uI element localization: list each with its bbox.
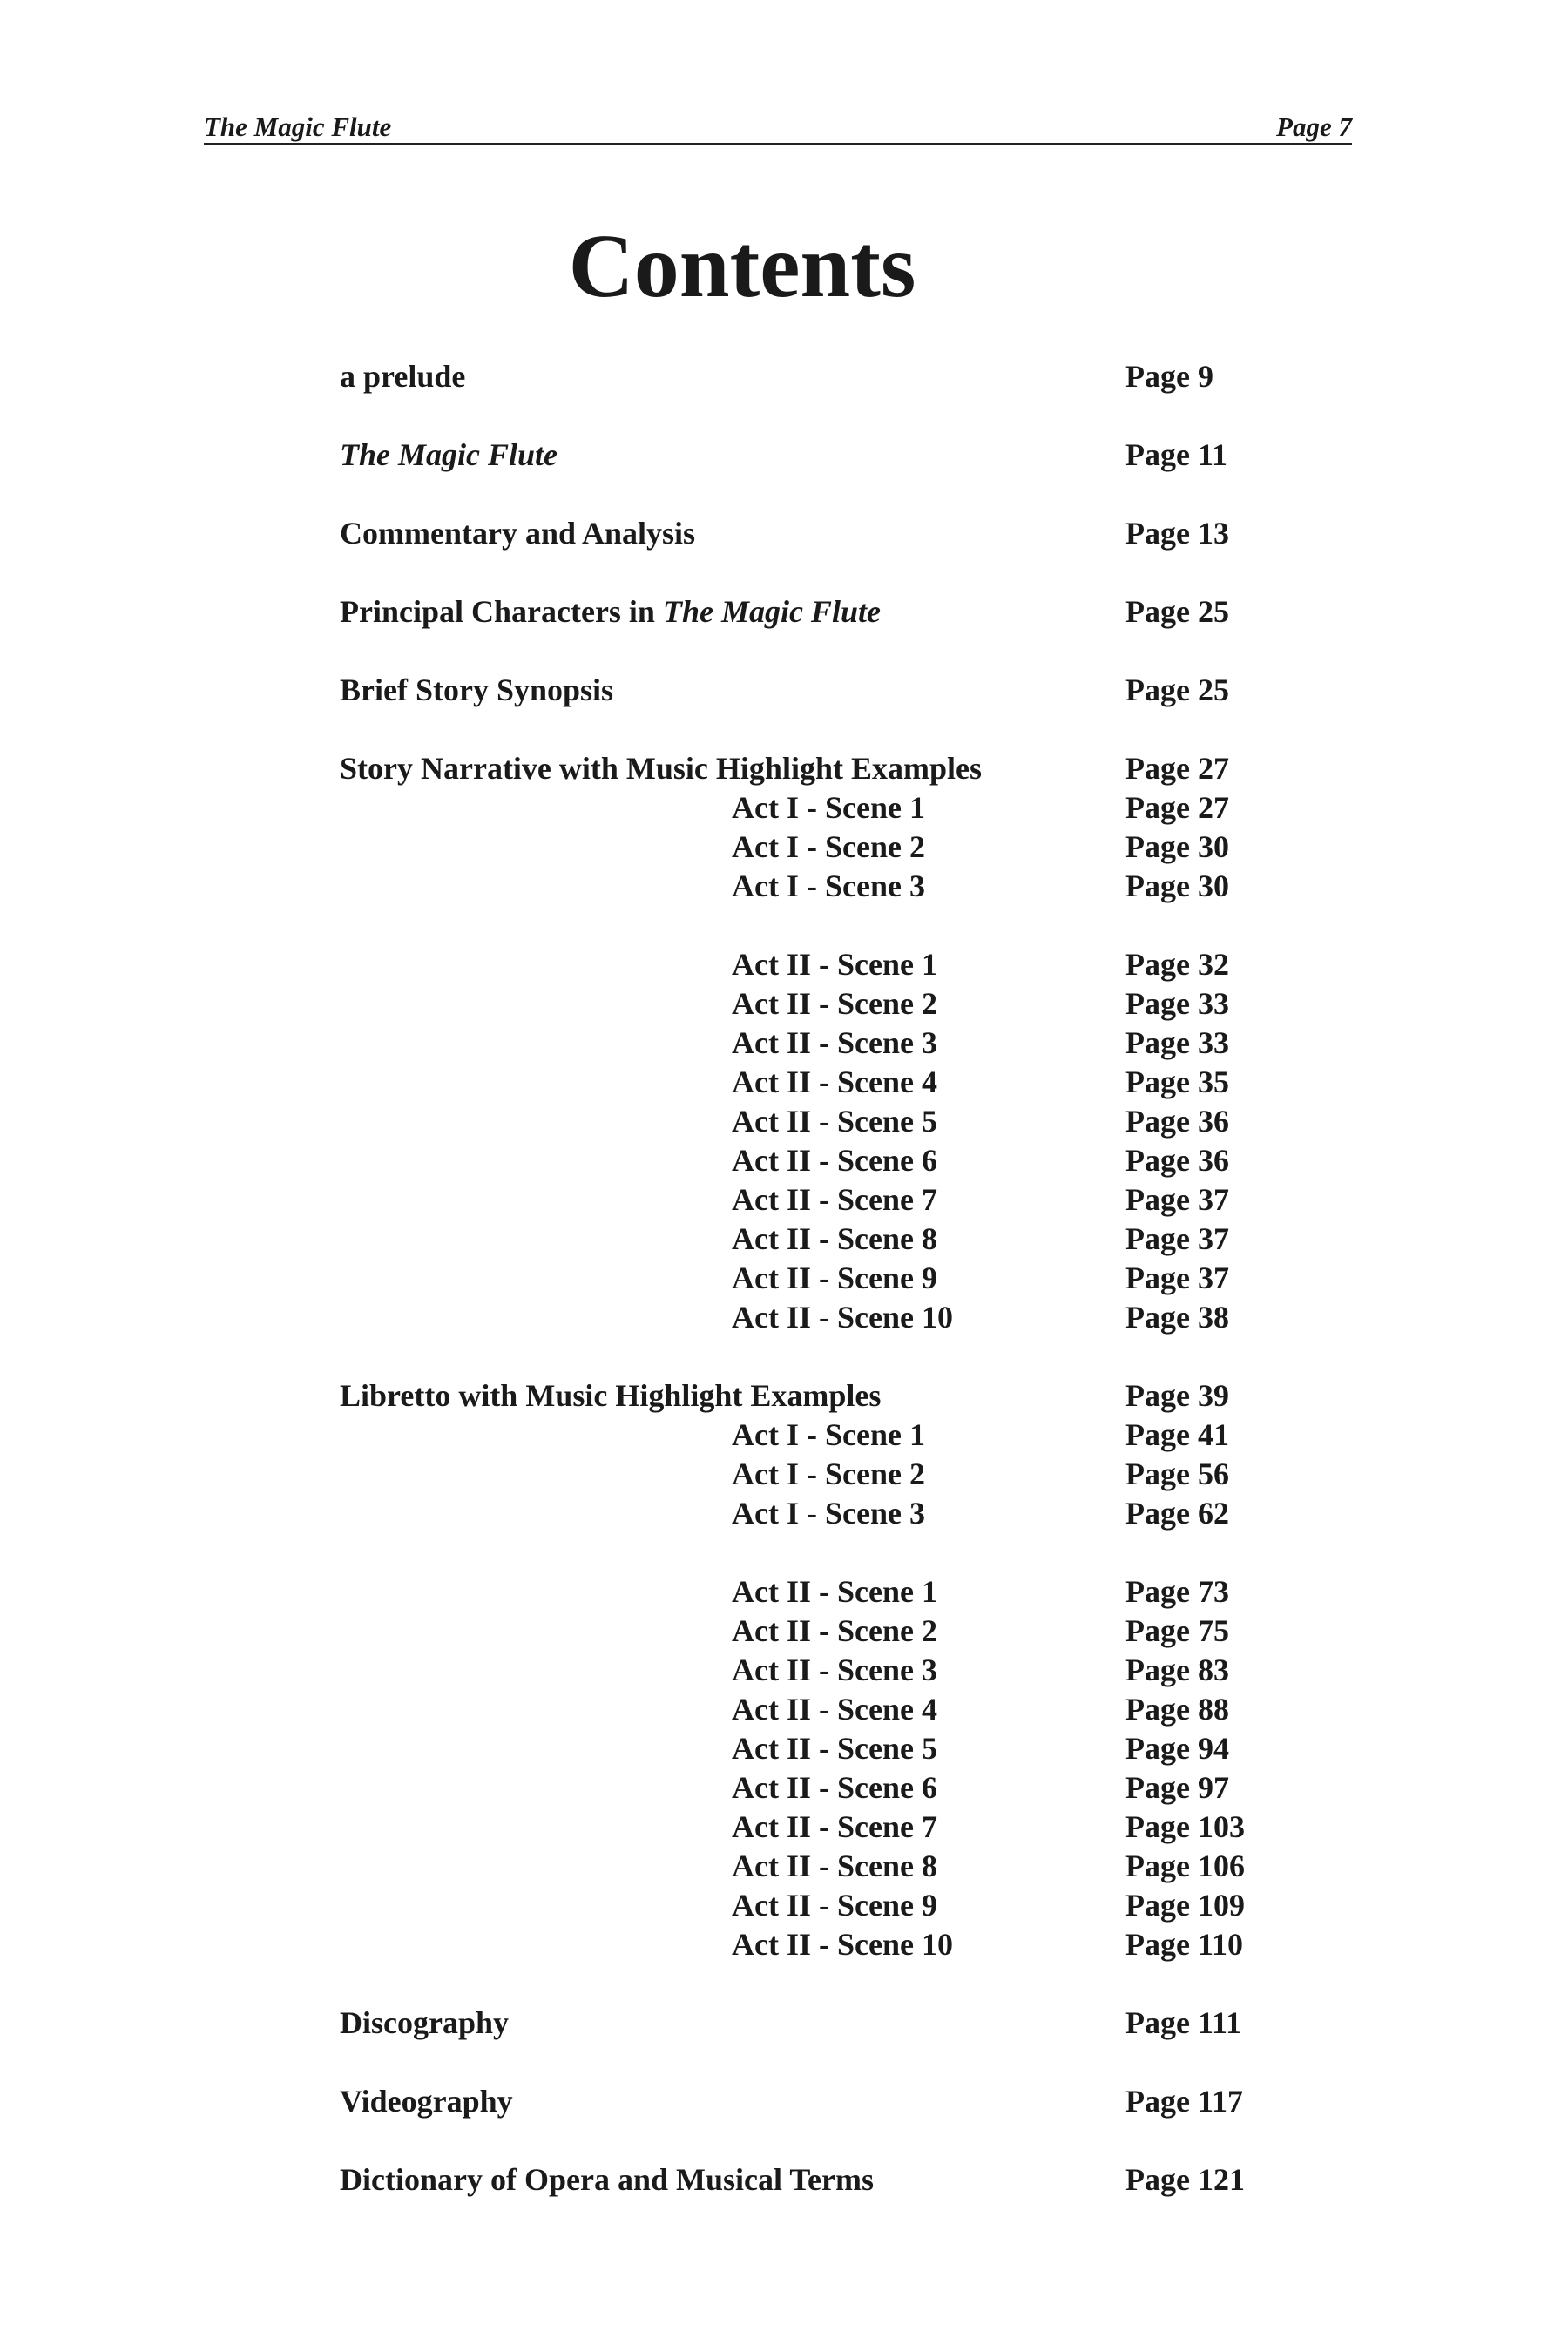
toc-scene-label: Act II - Scene 8 — [732, 1848, 937, 1883]
toc-scene-page: Page 32 — [1125, 947, 1229, 982]
toc-scene-entry[interactable] — [340, 1612, 1281, 1651]
toc-entry-page: Page 117 — [1125, 2084, 1243, 2119]
toc-entry-story-narrative[interactable] — [340, 749, 1281, 788]
toc-scene-page: Page 83 — [1125, 1652, 1229, 1687]
toc-scene-label: Act II - Scene 10 — [732, 1300, 953, 1335]
toc-entry-label — [340, 592, 881, 632]
toc-entry-prelude[interactable] — [340, 357, 1281, 396]
toc-scene-page: Page 37 — [1125, 1182, 1229, 1217]
toc-scene-page: Page 110 — [1125, 1927, 1243, 1962]
narrative-act1-scenes — [340, 788, 1281, 906]
toc-scene-entry[interactable] — [340, 1847, 1281, 1886]
toc-scene-entry[interactable] — [340, 1298, 1281, 1337]
toc-scene-page: Page 106 — [1125, 1848, 1245, 1883]
toc-entry-discography[interactable] — [340, 2004, 1281, 2043]
toc-scene-label: Act II - Scene 2 — [732, 986, 937, 1021]
toc-entry-label: Discography — [340, 2005, 510, 2040]
toc-scene-entry[interactable] — [340, 945, 1281, 984]
toc-scene-page: Page 73 — [1125, 1574, 1229, 1609]
toc-scene-entry[interactable] — [340, 1768, 1281, 1808]
toc-scene-label: Act II - Scene 4 — [732, 1692, 937, 1727]
toc-scene-page: Page 30 — [1125, 829, 1229, 864]
toc-entry-page: Page 121 — [1125, 2162, 1245, 2197]
toc-entry-principal-characters[interactable] — [340, 592, 1281, 632]
toc-scene-label: Act I - Scene 1 — [732, 1417, 925, 1452]
narrative-act2-scenes — [340, 945, 1281, 1337]
toc-scene-label: Act II - Scene 4 — [732, 1064, 937, 1099]
toc-entry-libretto[interactable] — [340, 1376, 1281, 1416]
toc-scene-label: Act II - Scene 9 — [732, 1260, 937, 1295]
header-page-number: Page 7 — [1276, 112, 1352, 142]
toc-scene-page: Page 33 — [1125, 1025, 1229, 1060]
toc-scene-entry[interactable] — [340, 867, 1281, 906]
toc-scene-page: Page 56 — [1125, 1456, 1229, 1491]
toc-entry-commentary[interactable] — [340, 514, 1281, 553]
toc-scene-label: Act II - Scene 5 — [732, 1731, 937, 1766]
toc-scene-page: Page 94 — [1125, 1731, 1229, 1766]
libretto-act2-scenes — [340, 1572, 1281, 1964]
toc-scene-entry[interactable] — [340, 1572, 1281, 1612]
toc-scene-entry[interactable] — [340, 1180, 1281, 1220]
toc-scene-entry[interactable] — [340, 1651, 1281, 1690]
toc-scene-entry[interactable] — [340, 1925, 1281, 1964]
toc-entry-page: Page 9 — [1125, 359, 1213, 394]
toc-entry-page: Page 39 — [1125, 1378, 1229, 1413]
toc-scene-label: Act I - Scene 2 — [732, 1456, 925, 1491]
toc-scene-label: Act II - Scene 5 — [732, 1104, 937, 1139]
toc-entry-label: Videography — [340, 2084, 513, 2119]
toc-entry-label: Brief Story Synopsis — [340, 672, 614, 707]
toc-scene-label: Act I - Scene 3 — [732, 868, 925, 903]
toc-entry-page: Page 13 — [1125, 516, 1229, 551]
toc-scene-entry[interactable] — [340, 828, 1281, 867]
toc-scene-page: Page 109 — [1125, 1888, 1245, 1923]
toc-scene-entry[interactable] — [340, 1220, 1281, 1259]
toc-scene-entry[interactable] — [340, 1886, 1281, 1925]
toc-scene-page: Page 33 — [1125, 986, 1229, 1021]
toc-scene-entry[interactable] — [340, 1729, 1281, 1768]
libretto-act1-scenes — [340, 1416, 1281, 1533]
toc-entry-page: Page 27 — [1125, 751, 1229, 786]
toc-scene-page: Page 36 — [1125, 1143, 1229, 1178]
toc-scene-label: Act II - Scene 7 — [732, 1182, 937, 1217]
toc-scene-label: Act I - Scene 3 — [732, 1496, 925, 1531]
toc-scene-page: Page 62 — [1125, 1496, 1229, 1531]
toc-scene-page: Page 37 — [1125, 1221, 1229, 1256]
toc-scene-entry[interactable] — [340, 788, 1281, 828]
toc-scene-page: Page 75 — [1125, 1613, 1229, 1648]
toc-scene-entry[interactable] — [340, 1690, 1281, 1729]
toc-scene-label: Act II - Scene 2 — [732, 1613, 937, 1648]
toc-scene-page: Page 88 — [1125, 1692, 1229, 1727]
toc-entry-page: Page 11 — [1125, 437, 1227, 472]
toc-scene-label: Act II - Scene 3 — [732, 1025, 937, 1060]
toc-scene-page: Page 30 — [1125, 868, 1229, 903]
toc-entry-label: Libretto with Music Highlight Examples — [340, 1378, 882, 1413]
toc-scene-label: Act II - Scene 6 — [732, 1770, 937, 1805]
toc-scene-page: Page 27 — [1125, 790, 1229, 825]
toc-scene-entry[interactable] — [340, 1494, 1281, 1533]
toc-scene-label: Act II - Scene 10 — [732, 1927, 953, 1962]
header-book-title: The Magic Flute — [204, 112, 392, 142]
toc-scene-label: Act II - Scene 9 — [732, 1888, 937, 1923]
toc-entry-page: Page 111 — [1125, 2005, 1241, 2040]
toc-scene-label: Act I - Scene 1 — [732, 790, 925, 825]
toc-entry-label: Commentary and Analysis — [340, 516, 696, 551]
toc-entry-label: Story Narrative with Music Highlight Examples — [340, 751, 982, 786]
toc-scene-label: Act II - Scene 1 — [732, 1574, 937, 1609]
toc-entry-label: Dictionary of Opera and Musical Terms — [340, 2162, 874, 2197]
toc-scene-entry[interactable] — [340, 1416, 1281, 1455]
toc-scene-entry[interactable] — [340, 1808, 1281, 1847]
toc-scene-label: Act II - Scene 6 — [732, 1143, 937, 1178]
toc-scene-label: Act II - Scene 1 — [732, 947, 937, 982]
toc-scene-page: Page 35 — [1125, 1064, 1229, 1099]
toc-entry-label: a prelude — [340, 359, 466, 394]
table-of-contents — [340, 357, 1281, 2200]
toc-scene-page: Page 37 — [1125, 1260, 1229, 1295]
toc-entry-synopsis[interactable] — [340, 671, 1281, 710]
toc-scene-page: Page 38 — [1125, 1300, 1229, 1335]
toc-scene-page: Page 97 — [1125, 1770, 1229, 1805]
toc-entry-magic-flute[interactable] — [340, 436, 1281, 475]
toc-entry-dictionary[interactable] — [340, 2160, 1281, 2200]
toc-scene-label: Act II - Scene 8 — [732, 1221, 937, 1256]
toc-scene-entry[interactable] — [340, 1141, 1281, 1180]
toc-entry-label-prefix: Principal Characters in — [340, 594, 663, 629]
toc-scene-label: Act II - Scene 3 — [732, 1652, 937, 1687]
toc-scene-entry[interactable] — [340, 1102, 1281, 1141]
toc-scene-entry[interactable] — [340, 1455, 1281, 1494]
toc-entry-page: Page 25 — [1125, 672, 1229, 707]
toc-scene-entry[interactable] — [340, 1259, 1281, 1298]
page-title: Contents — [568, 216, 916, 316]
toc-scene-label: Act II - Scene 7 — [732, 1809, 937, 1844]
toc-scene-entry[interactable] — [340, 1024, 1281, 1063]
toc-scene-page: Page 103 — [1125, 1809, 1245, 1844]
toc-entry-videography[interactable] — [340, 2082, 1281, 2121]
toc-scene-entry[interactable] — [340, 984, 1281, 1024]
toc-scene-label: Act I - Scene 2 — [732, 829, 925, 864]
toc-entry-page: Page 25 — [1125, 594, 1229, 629]
toc-entry-label: The Magic Flute — [340, 437, 558, 472]
toc-scene-entry[interactable] — [340, 1063, 1281, 1102]
toc-entry-label-italic: The Magic Flute — [662, 594, 881, 629]
running-header — [204, 112, 1352, 145]
toc-scene-page: Page 36 — [1125, 1104, 1229, 1139]
toc-scene-page: Page 41 — [1125, 1417, 1229, 1452]
